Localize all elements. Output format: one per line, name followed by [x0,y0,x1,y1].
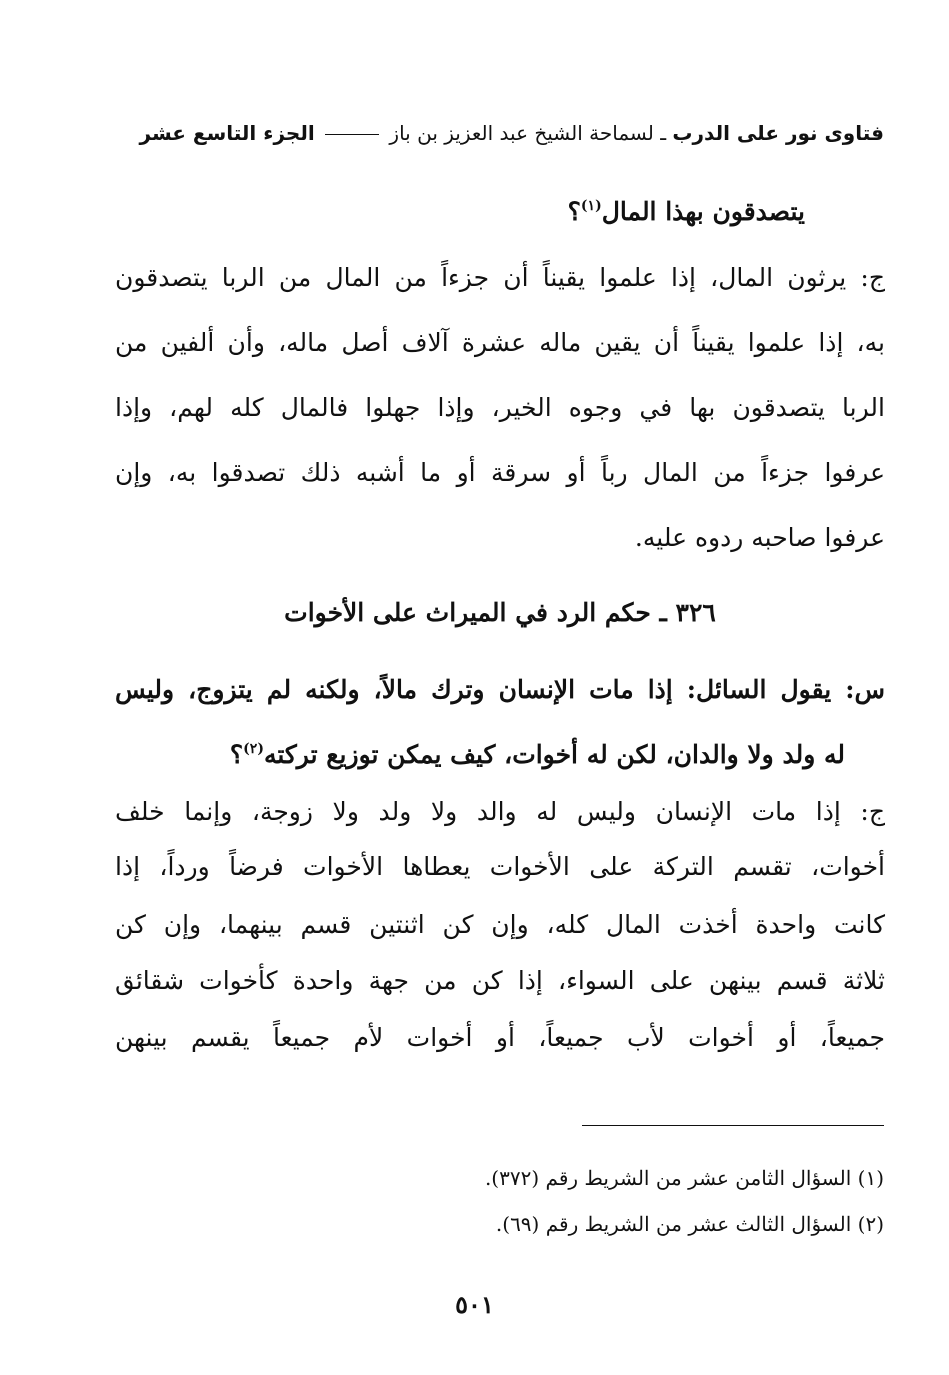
previous-question-tail: يتصدقون بهذا المال$^{(١)}$؟ [567,197,805,226]
footnote-1: (١) السؤال الثامن عشر من الشريط رقم (٣٧٢). [484,1166,884,1190]
book-title: فتاوى نور على الدرب [672,121,884,145]
answer2-line: ثلاثة قسم بينهن على السواء، إذا كن من جهة واحدة كأخوات شقائق [115,966,885,995]
running-header [130,118,884,148]
answer1-line: به، إذا علموا يقيناً أن يقين ماله عشرة آلاف أصل ماله، وأن ألفين من [115,328,885,357]
answer2-line: ج: إذا مات الإنسان وليس له والد ولا ولد ولا زوجة، وإنما خلف [115,797,885,826]
question-line-2: له ولد ولا والدان، لكن له أخوات، كيف يمكن توزيع تركته$^{(٢)}$؟ [229,740,845,769]
answer1-line: عرفوا صاحبه ردوه عليه. [634,523,885,552]
footnote-separator [582,1125,884,1126]
footnote-marker-1: (١) [580,198,602,214]
footnote-2: (٢) السؤال الثالث عشر من الشريط رقم (٦٩). [495,1212,884,1236]
answer1-line: عرفوا جزءاً من المال رباً أو سرقة أو ما أشبه ذلك تصدقوا به، وإن [115,458,885,487]
question-line-1: س: يقول السائل: إذا مات الإنسان وترك مالاً، ولكنه لم يتزوج، وليس [115,675,885,704]
answer2-line: أخوات، تقسم التركة على الأخوات يعطاها الأخوات فرضاً ورداً، إذا [115,852,885,881]
answer1-line: الربا يتصدقون بها في وجوه الخير، وإذا جهلوا فالمال كله لهم، وإذا [115,393,885,422]
page-number: ٥٠١ [455,1290,494,1319]
volume-label: الجزء التاسع عشر [139,121,315,145]
header-rule [325,134,379,135]
header-author: ـ لسماحة الشيخ عبد العزيز بن باز [389,121,667,145]
answer1-line: ج: يرثون المال، إذا علموا يقيناً أن جزءاً من المال من الربا يتصدقون [115,263,885,292]
footnote-marker-2: (٢) [243,741,264,757]
answer2-line: جميعاً، أو أخوات لأب جميعاً، أو أخوات لأم جميعاً يقسم بينهن [115,1023,885,1052]
answer2-line: كانت واحدة أخذت المال كله، وإن كن اثنتين قسم بينهما، وإن كن [115,910,885,939]
fatwa-heading: ٣٢٦ ـ حكم الرد في الميراث على الأخوات [284,598,716,627]
